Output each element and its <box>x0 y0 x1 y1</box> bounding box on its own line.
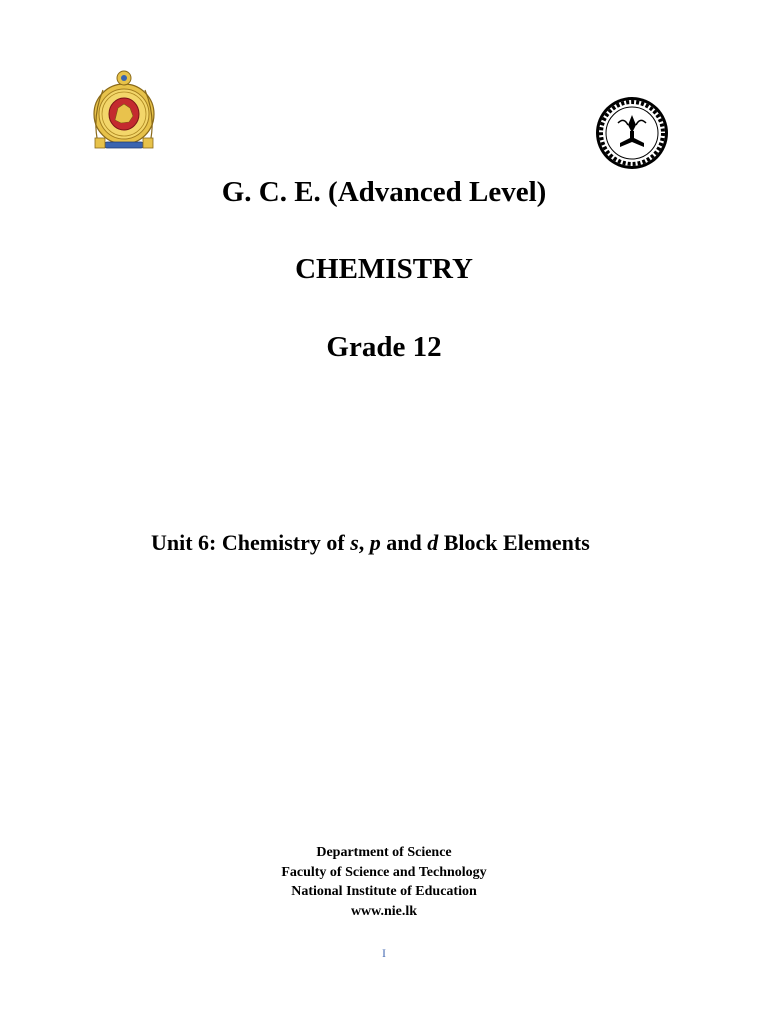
unit-title <box>151 530 590 556</box>
institute-line: National Institute of Education <box>291 884 477 899</box>
grade-title: Grade 12 <box>326 331 442 363</box>
faculty-line: Faculty of Science and Technology <box>281 864 487 880</box>
unit-prefix: Unit 6: Chemistry of <box>151 530 351 555</box>
unit-comma: , <box>358 530 370 555</box>
publisher-block <box>0 843 768 921</box>
website-line: www.nie.lk <box>350 903 418 919</box>
exam-title: G. C. E. (Advanced Level) <box>221 176 547 208</box>
unit-p: p <box>369 530 381 555</box>
unit-d: d <box>427 530 439 555</box>
nie-seal-icon <box>594 95 670 171</box>
unit-and: and <box>380 530 428 555</box>
department-line: Department of Science <box>316 845 452 860</box>
unit-s: s <box>350 530 359 555</box>
unit-suffix: Block Elements <box>438 530 590 555</box>
page-number: I <box>382 946 386 960</box>
subject-title: CHEMISTRY <box>295 253 473 285</box>
national-emblem-icon <box>91 68 157 152</box>
